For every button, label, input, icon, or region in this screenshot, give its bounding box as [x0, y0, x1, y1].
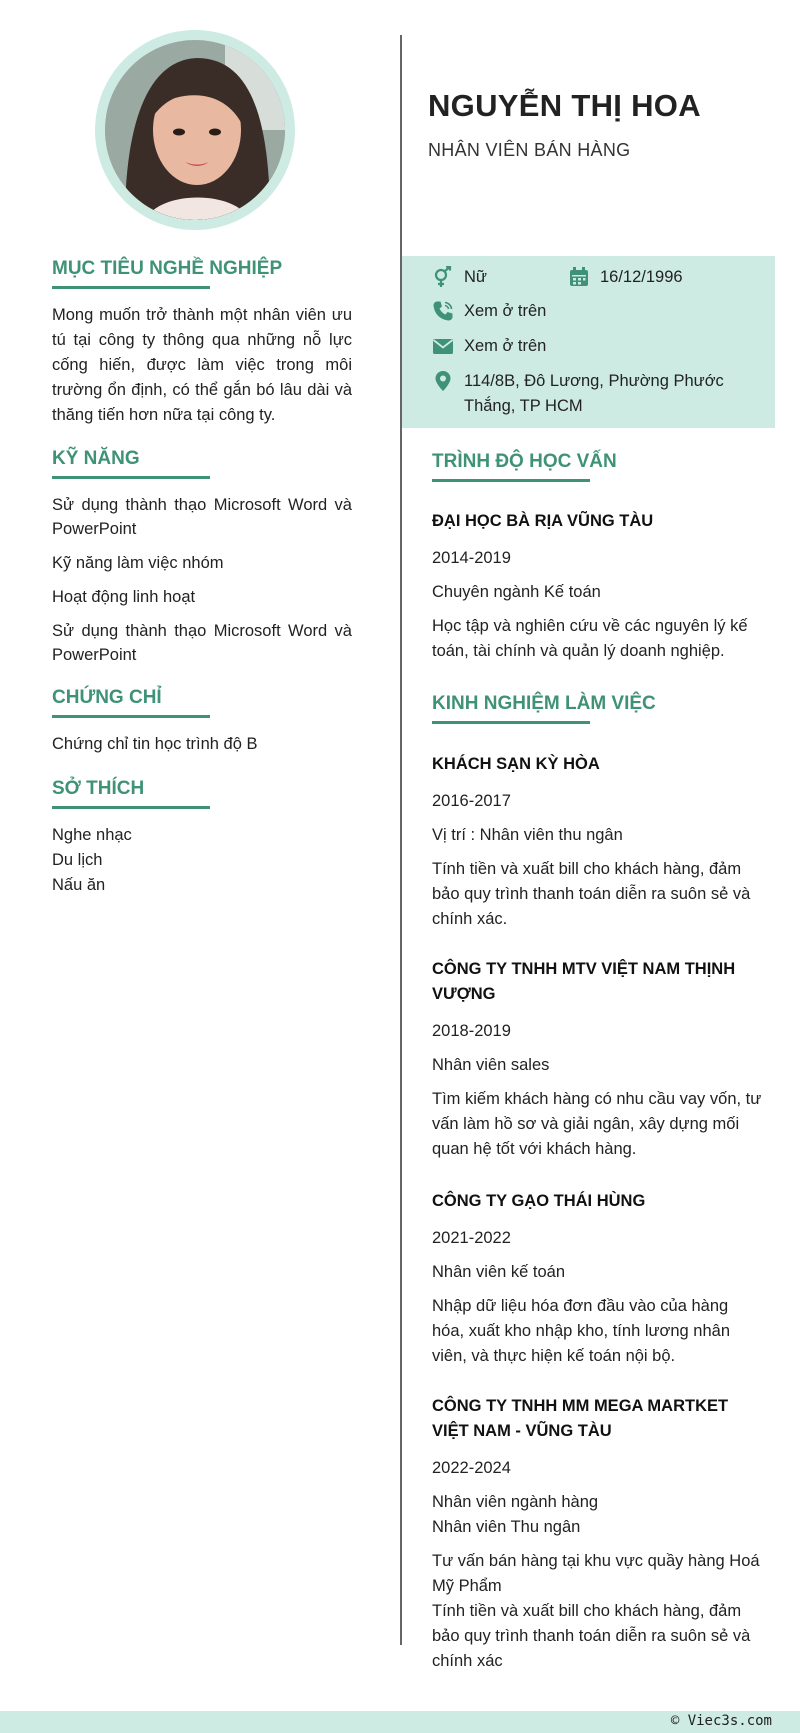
certificates-underline	[52, 715, 210, 718]
job-entry	[432, 1189, 762, 1369]
objective-text: Mong muốn trở thành một nhân viên ưu tú tại công ty thông qua những nỗ lực cống hiến, được làm việc trong môi trường ổn định, có thể gắn bó lâu dài và thăng tiến hơn nữa tại công ty.	[52, 306, 352, 424]
certificates-title: CHỨNG CHỈ	[52, 687, 162, 708]
location-icon	[432, 370, 454, 392]
job-years: 2018-2019	[432, 1022, 511, 1040]
objective-title: MỤC TIÊU NGHỀ NGHIỆP	[52, 258, 283, 279]
job-position: Vị trí : Nhân viên thu ngân	[432, 826, 623, 844]
job-description: Tính tiền và xuất bill cho khách hàng, đảm bảo quy trình thanh toán diễn ra suôn sẻ và chính xác	[432, 1602, 751, 1670]
objective-section	[52, 258, 352, 428]
certificates-section	[52, 687, 352, 766]
calendar-icon	[568, 266, 590, 288]
education-years: 2014-2019	[432, 549, 511, 567]
hobby-item: Nấu ăn	[52, 876, 106, 894]
phone-value: Xem ở trên	[464, 302, 547, 320]
experience-section	[432, 693, 762, 724]
job-company: CÔNG TY TNHH MM MEGA MARTKET VIỆT NAM - VŨNG TÀU	[432, 1397, 729, 1440]
avatar	[105, 40, 285, 220]
skills-underline	[52, 476, 210, 479]
job-years: 2021-2022	[432, 1229, 511, 1247]
hobby-item: Du lịch	[52, 851, 103, 869]
job-position: Nhân viên ngành hàng	[432, 1493, 599, 1511]
job-entry	[432, 1394, 762, 1674]
certificate-item: Chứng chỉ tin học trình độ B	[52, 735, 258, 753]
job-years: 2016-2017	[432, 792, 511, 810]
job-position: Nhân viên kế toán	[432, 1263, 566, 1281]
birthday-row	[568, 265, 683, 290]
address-row	[432, 369, 724, 419]
skill-item: Kỹ năng làm việc nhóm	[52, 554, 224, 572]
address-line-1: 114/8B, Đô Lương, Phường Phước	[464, 372, 724, 390]
email-icon	[432, 335, 454, 357]
education-section	[432, 451, 762, 664]
job-description: Tính tiền và xuất bill cho khách hàng, đảm bảo quy trình thanh toán diễn ra suôn sẻ và chính xác.	[432, 860, 751, 928]
job-description: Tìm kiếm khách hàng có nhu cầu vay vốn, tư vấn làm hồ sơ và giải ngân, xây dựng mối quan hệ tốt với khách hàng.	[432, 1090, 762, 1158]
job-years: 2022-2024	[432, 1459, 511, 1477]
gender-icon	[432, 266, 454, 288]
job-company: KHÁCH SẠN KỲ HÒA	[432, 755, 600, 773]
hobbies-section	[52, 778, 352, 898]
job-position: Nhân viên sales	[432, 1056, 550, 1074]
candidate-role: NHÂN VIÊN BÁN HÀNG	[428, 140, 631, 160]
gender-value: Nữ	[464, 268, 487, 286]
footer-watermark: © Viec3s.com	[670, 1713, 772, 1729]
skills-title: KỸ NĂNG	[52, 448, 140, 469]
skill-item: Sử dụng thành thạo Microsoft Word và PowerPoint	[52, 496, 352, 538]
job-company: CÔNG TY TNHH MTV VIỆT NAM THỊNH VƯỢNG	[432, 960, 736, 1003]
email-value: Xem ở trên	[464, 337, 547, 355]
education-description: Học tập và nghiên cứu về các nguyên lý kế toán, tài chính và quản lý doanh nghiệp.	[432, 617, 748, 660]
job-entry	[432, 957, 762, 1162]
hobby-item: Nghe nhạc	[52, 826, 132, 844]
phone-row	[432, 299, 546, 324]
footer-bar	[0, 1711, 800, 1733]
job-description: Nhập dữ liệu hóa đơn đầu vào của hàng hóa, xuất kho nhập kho, tính lương nhân viên, và thực hiện kế toán nội bộ.	[432, 1297, 730, 1365]
job-description: Tư vấn bán hàng tại khu vực quầy hàng Hoá Mỹ Phẩm	[432, 1552, 760, 1595]
school-name: ĐẠI HỌC BÀ RỊA VŨNG TÀU	[432, 512, 654, 530]
skill-item: Hoạt động linh hoạt	[52, 588, 196, 606]
objective-underline	[52, 286, 210, 289]
avatar-portrait	[105, 40, 285, 220]
birthday-value: 16/12/1996	[600, 268, 683, 286]
email-row	[432, 334, 546, 359]
education-underline	[432, 479, 590, 482]
education-major: Chuyên ngành Kế toán	[432, 583, 601, 601]
skill-item: Sử dụng thành thạo Microsoft Word và PowerPoint	[52, 622, 352, 664]
job-company: CÔNG TY GẠO THÁI HÙNG	[432, 1192, 646, 1210]
address-value	[464, 369, 724, 419]
hobbies-underline	[52, 806, 210, 809]
experience-title: KINH NGHIỆM LÀM VIỆC	[432, 693, 656, 714]
skills-section	[52, 448, 352, 677]
job-entry	[432, 752, 762, 932]
experience-underline	[432, 721, 590, 724]
job-position: Nhân viên Thu ngân	[432, 1518, 581, 1536]
address-line-2: Thắng, TP HCM	[464, 397, 583, 415]
candidate-name: NGUYỄN THỊ HOA	[428, 88, 701, 123]
gender-row	[432, 265, 487, 290]
phone-icon	[432, 300, 454, 322]
hobbies-title: SỞ THÍCH	[52, 778, 145, 799]
education-title: TRÌNH ĐỘ HỌC VẤN	[432, 451, 617, 472]
